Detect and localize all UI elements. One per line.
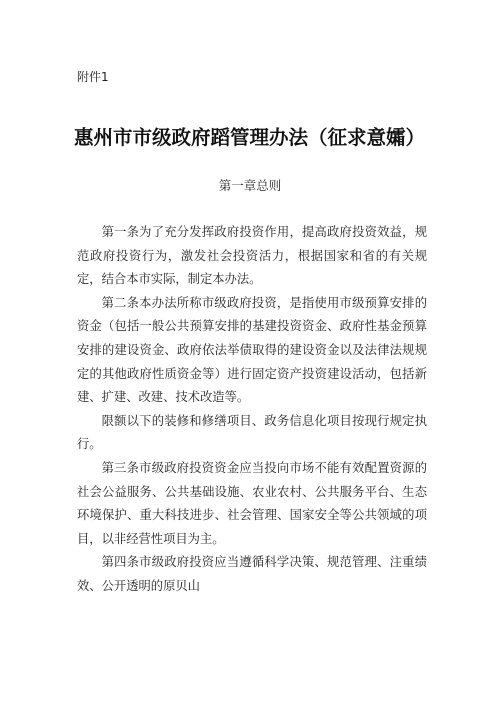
paragraph-article-3: 第三条市级政府投资资金应当投向市场不能有效配置资源的社会公益服务、公共基础设施、农业农村、公共服务平台、生态环境保护、重大科技进步、社会管理、国家安全等公共领域的项目，以非经营性项目为主。 [77,460,427,546]
paragraph-article-4: 第四条市级政府投资应当遵循科学决策、规范管理、注重绩效、公开透明的原贝山 [77,555,427,593]
document-title: 惠州市市级政府蹈管理办法（征求意孀） [74,126,426,149]
document-body [77,221,427,599]
paragraph-article-1: 第一条为了充分发挥政府投资作用，提高政府投资效益，规范政府投资行为，激发社会投资活力，根据国家和省的有关规定，结合本市实际，制定本办法。 [77,225,427,287]
paragraph-article-2: 第二条本办法所称市级政府投资，是指使用市级预算安排的资金（包括一般公共预算安排的基建投资资金、政府性基金预算安排的建设资金、政府依法举债取得的建设资金以及法律法规规定的其他政府性质资金等）进行固定资产投资建设活动，包括新建、扩建、改建、技术改造等。 [77,295,427,405]
chapter-heading: 第一章总则 [218,178,282,193]
paragraph-exemption: 限额以下的装修和修缮项目、政务信息化项目按现行规定执行。 [77,413,427,452]
attachment-label: 附件1 [77,70,109,84]
